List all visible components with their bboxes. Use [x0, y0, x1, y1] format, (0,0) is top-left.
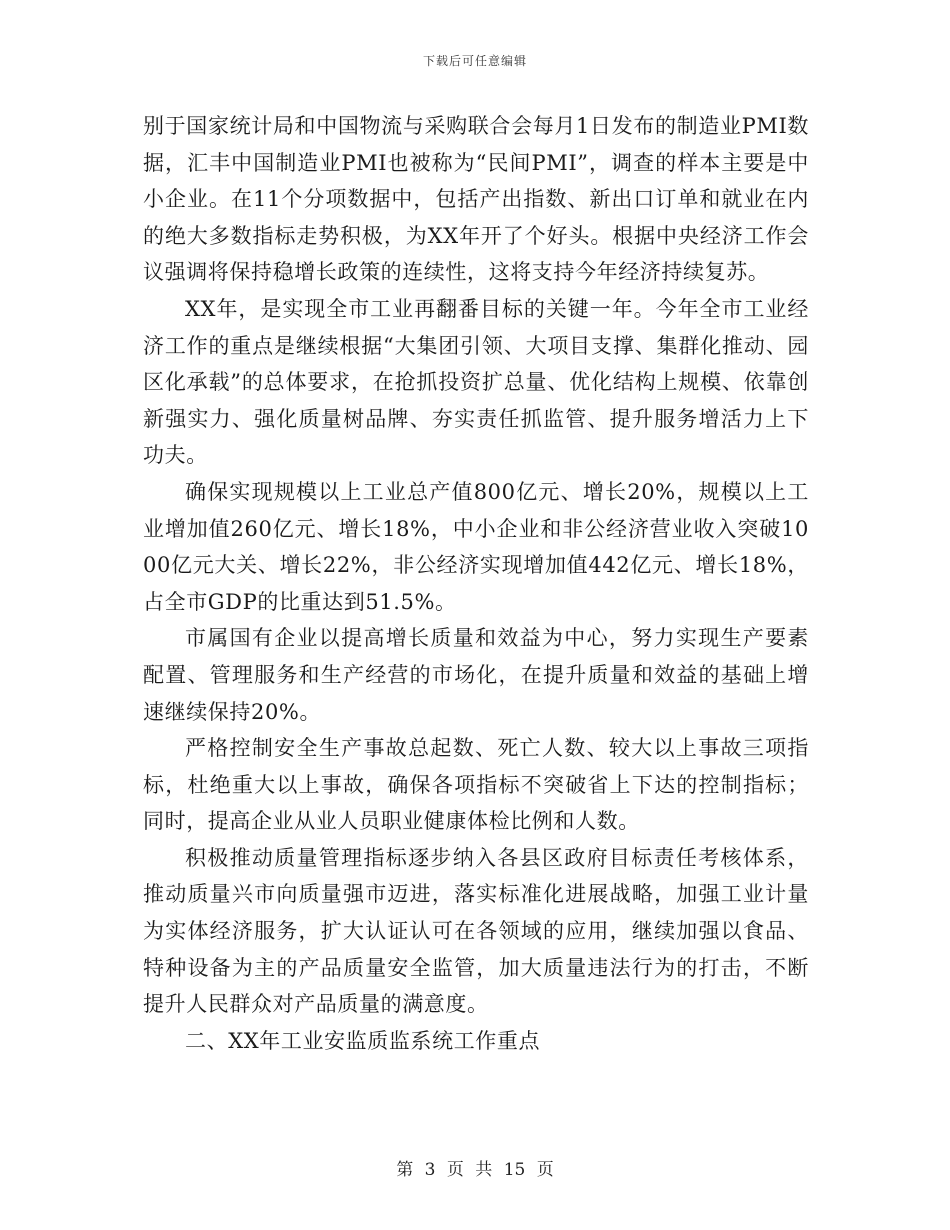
- section-heading-work-focus: 二、XX年工业安监质监系统工作重点: [185, 1028, 541, 1053]
- paragraph-output-targets: 确保实现规模以上工业总产值800亿元、增长20%，规模以上工业增加值260亿元、增长18%，中小企业和非公经济营业收入突破1000亿元大关、增长22%，非公经济实现增加值442亿元、增长18%，占全市GDP的比重达到51.5%。: [143, 479, 809, 614]
- paragraph-industrial-goal: XX年，是实现全市工业再翻番目标的关键一年。今年全市工业经济工作的重点是继续根据“大集团引领、大项目支撑、集群化推动、园区化承载”的总体要求，在抢抓投资扩总量、优化结构上规模、依靠创新强实力、强化质量树品牌、夯实责任抓监管、提升服务增活力上下功夫。: [143, 296, 809, 468]
- paragraph-safety-control: 严格控制安全生产事故总起数、死亡人数、较大以上事故三项指标，杜绝重大以上事故，确保各项指标不突破省上下达的控制指标；同时，提高企业从业人员职业健康体检比例和人数。: [143, 736, 809, 834]
- document-body: [143, 108, 809, 1059]
- page-header-note: 下载后可任意编辑: [422, 54, 527, 68]
- paragraph-state-enterprises: 市属国有企业以提高增长质量和效益为中心，努力实现生产要素配置、管理服务和生产经营的市场化，在提升质量和效益的基础上增速继续保持20%。: [143, 626, 809, 724]
- paragraph-quality-management: 积极推动质量管理指标逐步纳入各县区政府目标责任考核体系，推动质量兴市向质量强市迈进，落实标准化进展战略，加强工业计量为实体经济服务，扩大认证认可在各领域的应用，继续加强以食品、特种设备为主的产品质量安全监管，加大质量违法行为的打击，不断提升人民群众对产品质量的满意度。: [143, 845, 809, 1017]
- paragraph-pmi-continuation: 别于国家统计局和中国物流与采购联合会每月1日发布的制造业PMI数据，汇丰中国制造业PMI也被称为“民间PMI”，调查的样本主要是中小企业。在11个分项数据中，包括产出指数、新出口订单和就业在内的绝大多数指标走势积极，为XX年开了个好头。根据中央经济工作会议强调将保持稳增长政策的连续性，这将支持今年经济持续复苏。: [143, 114, 809, 285]
- page-number: 第 3 页 共 15 页: [396, 1160, 554, 1180]
